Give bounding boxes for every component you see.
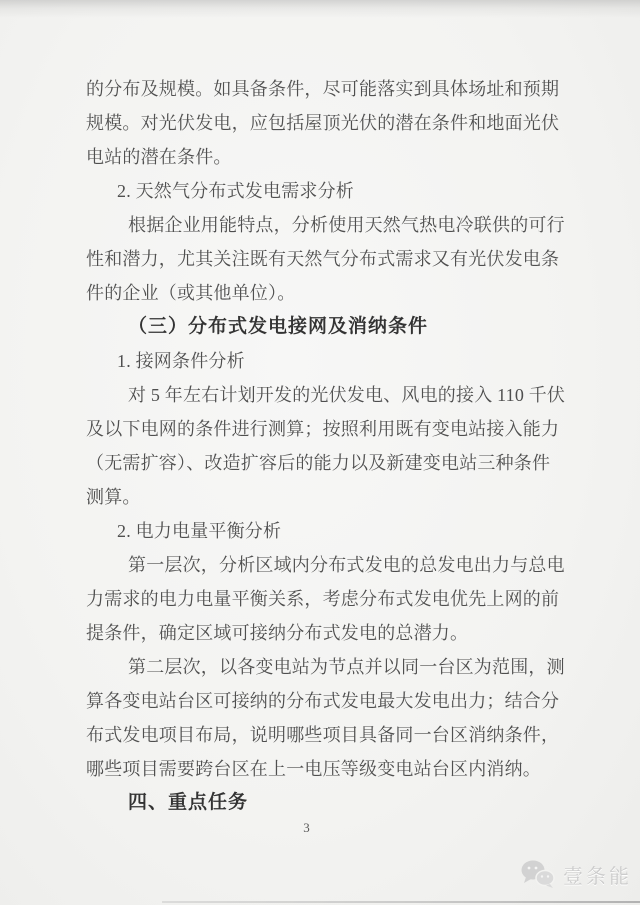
subsection-heading: （三）分布式发电接网及消纳条件 — [128, 316, 429, 337]
page-number: 3 — [303, 820, 311, 835]
text-line: 布式发电项目布局，说明哪些项目具备同一台区消纳条件， — [86, 725, 560, 745]
text-line: 性和潜力，尤其关注既有天然气分布式需求又有光伏发电条 — [86, 249, 560, 269]
divider-line — [162, 901, 640, 903]
document-body — [86, 72, 564, 820]
wechat-icon — [519, 858, 557, 890]
text-line: 对 5 年左右计划开发的光伏发电、风电的接入 110 千伏 — [128, 385, 566, 405]
numbered-heading: 2. 天然气分布式发电需求分析 — [117, 181, 354, 201]
text-line: 哪些项目需要跨台区在上一电压等级变电站台区内消纳。 — [86, 759, 541, 779]
text-line: 件的企业（或其他单位）。 — [86, 283, 296, 303]
text-line: 及以下电网的条件进行测算；按照利用既有变电站接入能力 — [86, 419, 560, 439]
numbered-heading: 2. 电力电量平衡分析 — [117, 521, 282, 541]
brand-watermark-label: 壹条能 — [563, 865, 632, 888]
scan-shadow — [0, 0, 640, 18]
numbered-heading: 1. 接网条件分析 — [117, 351, 245, 371]
text-line: 的分布及规模。如具备条件，尽可能落实到具体场址和预期 — [86, 79, 560, 99]
text-line: 测算。 — [86, 487, 141, 507]
text-line: 力需求的电力电量平衡关系，考虑分布式发电优先上网的前 — [86, 589, 560, 609]
section-heading: 四、重点任务 — [128, 792, 249, 813]
text-line: 根据企业用能特点，分析使用天然气热电冷联供的可行 — [128, 215, 565, 235]
brand-watermark — [519, 858, 632, 890]
text-line: 规模。对光伏发电，应包括屋顶光伏的潜在条件和地面光伏 — [86, 113, 560, 133]
text-line: 提条件，确定区域可接纳分布式发电的总潜力。 — [86, 623, 469, 643]
text-line: 第一层次，分析区域内分布式发电的总发电出力与总电 — [128, 555, 565, 575]
text-line: 算各变电站台区可接纳的分布式发电最大发电出力；结合分 — [86, 691, 560, 711]
text-line: （无需扩容）、改造扩容后的能力以及新建变电站三种条件 — [86, 453, 551, 473]
text-line: 电站的潜在条件。 — [86, 147, 232, 167]
text-line: 第二层次，以各变电站为节点并以同一台区为范围，测 — [128, 657, 565, 677]
